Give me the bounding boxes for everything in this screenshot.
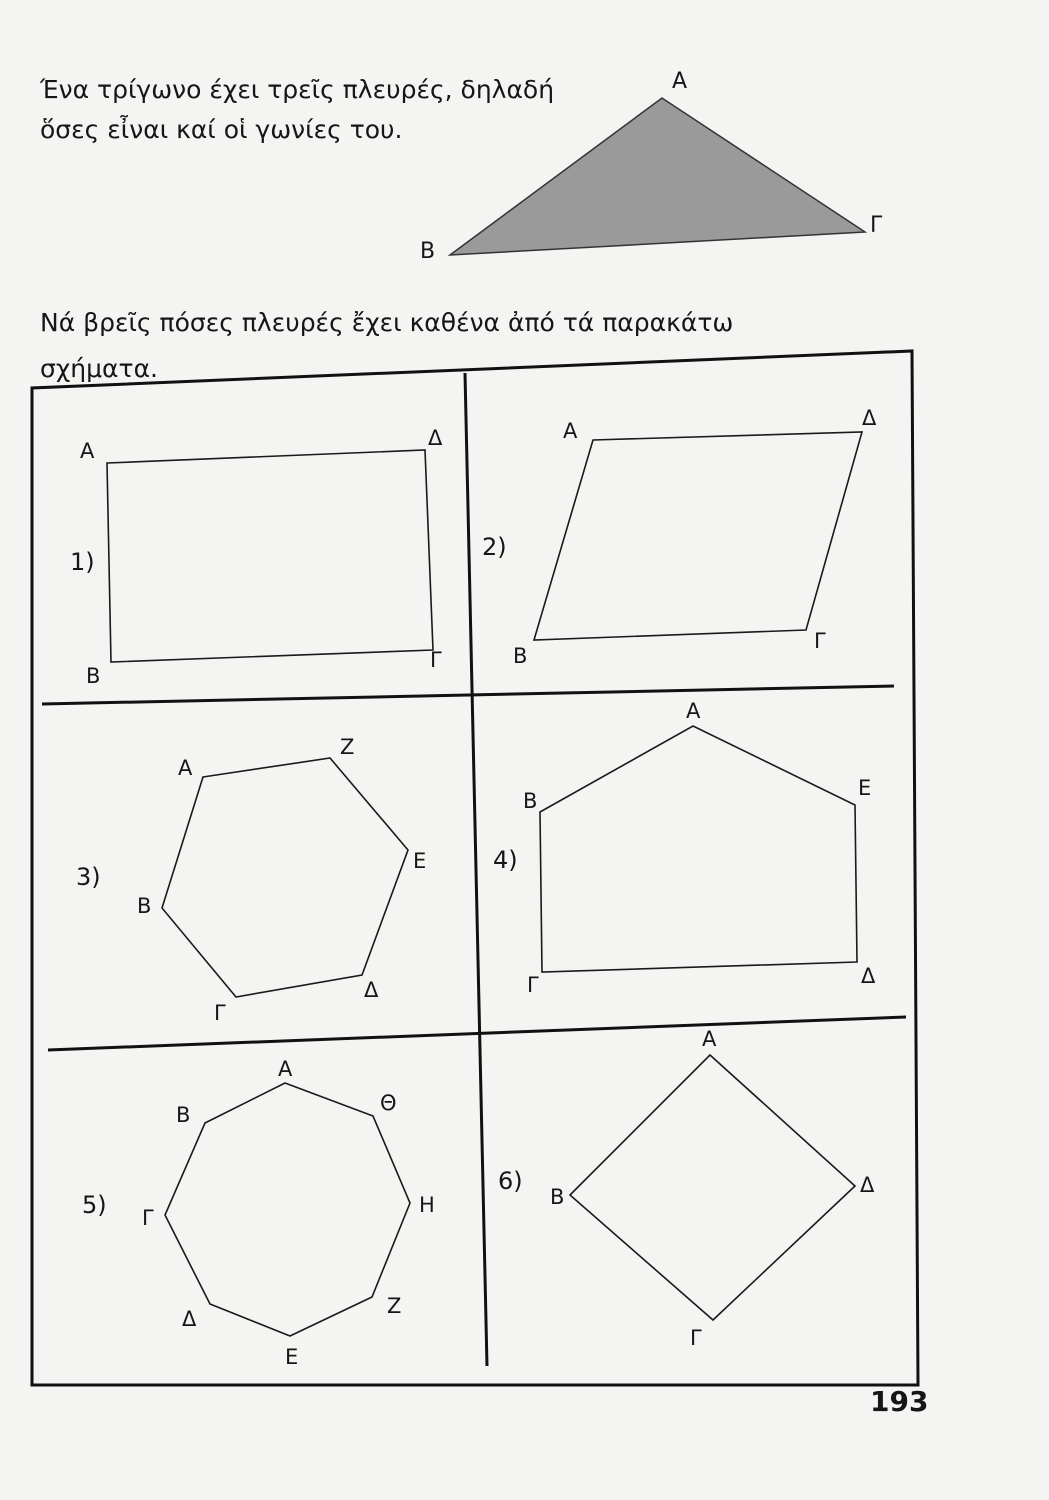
task-line-2: σχήματα. (40, 354, 158, 383)
grid-vertical-divider (465, 373, 487, 1366)
figure-1-label-g: Γ (430, 648, 442, 672)
figure-2 (482, 406, 877, 668)
example-triangle (420, 69, 883, 264)
figure-3 (76, 735, 426, 1025)
figure-3-label-e: E (413, 849, 427, 873)
figure-5-label-th: Θ (380, 1091, 397, 1115)
triangle-shape (450, 98, 865, 255)
intro-line-1: Ένα τρίγωνο έχει τρεῖς πλευρές, δηλαδή (40, 75, 555, 104)
page-number: 193 (870, 1385, 929, 1418)
figure-5-label-a: A (278, 1057, 293, 1081)
figure-3-label-z: Z (340, 735, 355, 759)
figure-2-label-d: Δ (862, 406, 877, 430)
figure-6-label-g: Γ (690, 1326, 702, 1350)
figure-6-label-b: B (550, 1185, 565, 1209)
grid-row-divider-1 (42, 686, 894, 704)
figure-1-number: 1) (70, 548, 95, 576)
figures-grid (32, 351, 918, 1385)
figure-6-diamond (570, 1055, 855, 1320)
figure-4-number: 4) (493, 846, 518, 874)
figure-5-label-z: Z (387, 1294, 402, 1318)
figure-5-number: 5) (82, 1191, 107, 1219)
figure-2-label-b: B (513, 644, 528, 668)
figure-1-label-d: Δ (428, 426, 443, 450)
figure-3-hexagon (162, 758, 408, 997)
triangle-label-g: Γ (870, 213, 883, 238)
figure-6-label-a: A (702, 1027, 717, 1051)
figure-5-label-h: H (419, 1193, 435, 1217)
figure-5-label-g: Γ (142, 1206, 154, 1230)
figure-4 (493, 699, 876, 997)
figure-4-label-e: E (858, 776, 872, 800)
figure-1-label-b: B (86, 664, 101, 688)
figure-6-number: 6) (498, 1167, 523, 1195)
figure-1-rectangle (107, 450, 433, 662)
figure-2-label-g: Γ (814, 629, 826, 653)
figure-2-parallelogram (534, 432, 862, 640)
figure-4-label-g: Γ (527, 973, 539, 997)
figure-5-label-b: B (176, 1103, 191, 1127)
figure-3-label-d: Δ (364, 978, 379, 1002)
figure-2-number: 2) (482, 533, 507, 561)
intro-line-2: ὅσες εἶναι καί οἱ γωνίες του. (40, 115, 403, 144)
figure-3-label-b: B (137, 894, 152, 918)
figure-1-label-a: A (80, 439, 95, 463)
figure-6 (498, 1027, 875, 1350)
figure-6-label-d: Δ (860, 1173, 875, 1197)
figure-3-number: 3) (76, 863, 101, 891)
figure-5 (82, 1057, 435, 1369)
figure-1 (70, 426, 443, 688)
figure-4-label-b: B (523, 789, 538, 813)
figure-3-label-g: Γ (214, 1001, 226, 1025)
grid-row-divider-2 (48, 1017, 906, 1050)
figure-4-pentagon (540, 726, 857, 972)
figure-3-label-a: A (178, 756, 193, 780)
figure-5-octagon (165, 1083, 410, 1336)
task-line-1: Νά βρεῖς πόσες πλευρές ἔχει καθένα ἀπό τά παρακάτω (40, 308, 734, 337)
triangle-label-a: A (672, 69, 688, 94)
figure-5-label-e: E (285, 1345, 299, 1369)
figure-4-label-d: Δ (861, 964, 876, 988)
figure-5-label-d: Δ (182, 1307, 197, 1331)
figure-4-label-a: A (686, 699, 701, 723)
triangle-label-b: B (420, 239, 436, 264)
figure-2-label-a: A (563, 419, 578, 443)
